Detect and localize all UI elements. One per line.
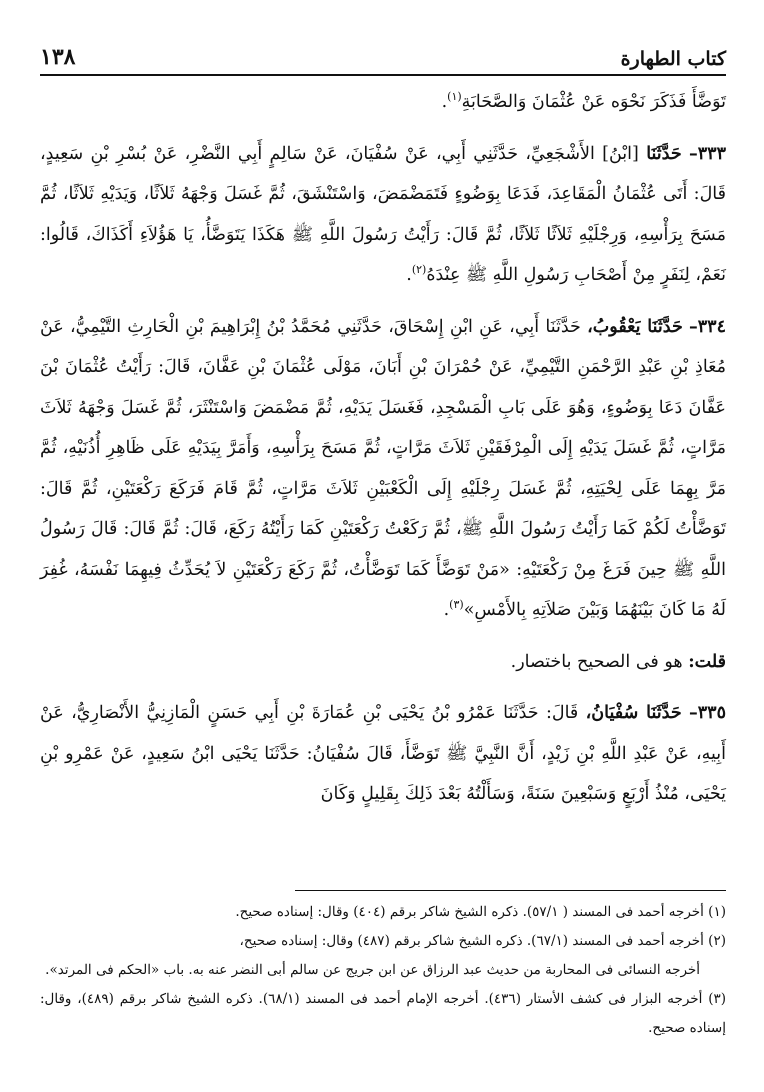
hadith-text: قَالَ: حَدَّثَنَا عَمْرُو بْنُ يَحْيَى بْنِ عُمَارَةَ بْنِ أَبِي حَسَنٍ الْمَازِنِيُّ الأَنْصَارِيُّ، عَنْ أَبِيهِ، عَنْ عَبْدِ اللَّهِ بْنِ زَيْدٍ، أَنَّ النَّبِيَّ ﷺ تَوَضَّأَ، قَالَ سُفْيَانُ: حَدَّثَنَا يَحْيَى ابْنُ سَعِيدٍ، عَنْ عَمْرِو بْنِ يَحْيَى، مُنْذُ أَرْبَعٍ وَسَبْعِينَ سَنَةً، وَسَأَلْتُهُ بَعْدَ ذَلِكَ بِقَلِيلٍ وَكَانَ [40, 703, 726, 804]
hadith-number: ٣٣٣– [689, 143, 726, 164]
hadith-text: [ابْنُ] الأَشْجَعِيِّ، حَدَّثَنِي أَبِي، عَنْ سُفْيَانَ، عَنْ سَالِمٍ أَبِي النَّضْرِ، عَنْ بُسْرِ بْنِ سَعِيدٍ، قَالَ: أَتَى عُثْمَانُ الْمَقَاعِدَ، فَدَعَا بِوَضُوءٍ فَتَمَضْمَضَ، وَاسْتَنْشَقَ، ثُمَّ غَسَلَ وَجْهَهُ ثَلاَثًا، وَيَدَيْهِ ثَلاَثًا، ثُمَّ مَسَحَ بِرَأْسِهِ، وَرِجْلَيْهِ ثَلاَثًا ثَلاَثًا، ثُمَّ قَالَ: رَأَيْتُ رَسُولَ اللَّهِ ﷺ هَكَذَا يَتَوَضَّأُ، يَا هَؤُلاَءِ أَكَذَاكَ، قَالُوا: نَعَمْ، لِنَفَرٍ مِنْ أَصْحَابِ رَسُولِ اللَّهِ ﷺ عِنْدَهُ [40, 143, 726, 285]
footnote-ref: (٢) [411, 263, 427, 277]
intro-paragraph: تَوَضَّأَ فَذَكَرَ نَحْوَه عَنْ عُثْمَانَ وَالصَّحَابَةِ$^{(١)}$. [441, 90, 726, 112]
footnote-ref: (١) [447, 90, 462, 104]
footnote-3: (٣) أخرجه البزار فى كشف الأستار (٤٣٦). أخرجه الإمام أحمد فى المسند (٦٨/١). ذكره الشيخ شاكر برقم (٤٨٩)، وقال: إسناده صحيح. [40, 991, 727, 1036]
hadith-335 [40, 693, 726, 815]
isnad-lead: حَدَّثَنَا يَعْقُوبُ، [587, 316, 683, 337]
page-number: ١٣٨ [40, 44, 76, 70]
hadith-number: ٣٣٥– [689, 703, 726, 723]
hadith-text: حَدَّثَنَا أَبِي، عَنِ ابْنِ إِسْحَاقَ، حَدَّثَنِي مُحَمَّدُ بْنُ إِبْرَاهِيمَ بْنِ الْحَارِثِ التَّيْمِيُّ، عَنْ مُعَاذِ بْنِ عَبْدِ الرَّحْمَنِ التَّيْمِيِّ، عَنْ حُمْرَانَ بْنِ أَبَانَ، مَوْلَى عُثْمَانَ بْنِ عَفَّانَ، قَالَ: رَأَيْتُ عُثْمَانَ بْنَ عَفَّانَ دَعَا بِوَضُوءٍ، وَهُوَ عَلَى بَابِ الْمَسْجِدِ، فَغَسَلَ يَدَيْهِ، ثُمَّ مَضْمَضَ وَاسْتَنْثَرَ، ثُمَّ غَسَلَ وَجْهَهُ ثَلاَثَ مَرَّاتٍ، ثُمَّ غَسَلَ يَدَيْهِ إِلَى الْمِرْفَقَيْنِ ثَلاَثَ مَرَّاتٍ، ثُمَّ مَسَحَ بِرَأْسِهِ، وَأَمَرَّ بِيَدَيْهِ عَلَى ظَاهِرِ أُذُنَيْهِ، ثُمَّ مَرَّ بِهِمَا عَلَى لِحْيَتِهِ، ثُمَّ غَسَلَ رِجْلَيْهِ إِلَى الْكَعْبَيْنِ ثَلاَثَ مَرَّاتٍ، ثُمَّ قَامَ فَرَكَعَ رَكْعَتَيْنِ، ثُمَّ قَالَ: تَوَضَّأْتُ لَكُمْ كَمَا رَأَيْتُ رَسُولَ اللَّهِ ﷺ، ثُمَّ رَكَعْتُ رَكْعَتَيْنِ كَمَا رَأَيْتُهُ رَكَعَ، قَالَ: ثُمَّ قَالَ: قَالَ رَسُولُ اللَّهِ ﷺ حِينَ فَرَغَ مِنْ رَكْعَتَيْهِ: «مَنْ تَوَضَّأَ كَمَا تَوَضَّأْتُ، ثُمَّ رَكَعَ رَكْعَتَيْنِ لاَ يُحَدِّثُ فِيهِمَا نَفْسَهُ، غُفِرَ لَهُ مَا كَانَ بَيْنَهُمَا وَبَيْنَ صَلاَتِهِ بِالأَمْسِ» [40, 316, 726, 620]
running-title: كتاب الطهارة [620, 48, 726, 70]
footnotes [40, 898, 726, 1043]
hadith-number: ٣٣٤– [689, 316, 726, 337]
qult-text: هو فى الصحيح باختصار. [510, 651, 683, 672]
intro-text: تَوَضَّأَ فَذَكَرَ نَحْوَه عَنْ عُثْمَانَ وَالصَّحَابَةِ [461, 92, 726, 112]
footnote-2-continued: أخرجه النسائى فى المحاربة من حديث عبد الرزاق عن ابن جريج عن سالم أبى النضر عنه به. باب «الحكم فى المرتد». [45, 962, 700, 978]
main-text [40, 82, 726, 826]
hadith-334: ٣٣٤– حَدَّثَنَا يَعْقُوبُ، حَدَّثَنَا أَبِي، عَنِ ابْنِ إِسْحَاقَ، حَدَّثَنِي مُحَمَّدُ بْنُ إِبْرَاهِيمَ بْنِ الْحَارِثِ التَّيْمِيُّ، عَنْ مُعَاذِ بْنِ عَبْدِ الرَّحْمَنِ التَّيْمِيِّ، عَنْ حُمْرَانَ بْنِ أَبَانَ، مَوْلَى عُثْمَانَ بْنِ عَفَّانَ، قَالَ: رَأَيْتُ عُثْمَانَ بْنَ عَفَّانَ دَعَا بِوَضُوءٍ، وَهُوَ عَلَى بَابِ الْمَسْجِدِ، فَغَسَلَ يَدَيْهِ، ثُمَّ مَضْمَضَ وَاسْتَنْثَرَ، ثُمَّ غَسَلَ وَجْهَهُ ثَلاَثَ مَرَّاتٍ، ثُمَّ غَسَلَ يَدَيْهِ إِلَى الْمِرْفَقَيْنِ ثَلاَثَ مَرَّاتٍ، ثُمَّ مَسَحَ بِرَأْسِهِ، وَأَمَرَّ بِيَدَيْهِ عَلَى ظَاهِرِ أُذُنَيْهِ، ثُمَّ مَرَّ بِهِمَا عَلَى لِحْيَتِهِ، ثُمَّ غَسَلَ رِجْلَيْهِ إِلَى الْكَعْبَيْنِ ثَلاَثَ مَرَّاتٍ، ثُمَّ قَامَ فَرَكَعَ رَكْعَتَيْنِ، ثُمَّ قَالَ: تَوَضَّأْتُ لَكُمْ كَمَا رَأَيْتُ رَسُولَ اللَّهِ ﷺ، ثُمَّ رَكَعْتُ رَكْعَتَيْنِ كَمَا رَأَيْتُهُ رَكَعَ، قَالَ: ثُمَّ قَالَ: قَالَ رَسُولُ اللَّهِ ﷺ حِينَ فَرَغَ مِنْ رَكْعَتَيْهِ: «مَنْ تَوَضَّأَ كَمَا تَوَضَّأْتُ، ثُمَّ رَكَعَ رَكْعَتَيْنِ لاَ يُحَدِّثُ فِيهِمَا نَفْسَهُ، غُفِرَ لَهُ مَا كَانَ بَيْنَهُمَا وَبَيْنَ صَلاَتِهِ بِالأَمْسِ»$^{(٣)}$. [40, 316, 726, 620]
isnad-lead: حَدَّثَنَا [646, 143, 682, 164]
book-page [40, 0, 726, 1092]
footnote-divider [295, 890, 726, 891]
hadith-333: ٣٣٣– حَدَّثَنَا [ابْنُ] الأَشْجَعِيِّ، حَدَّثَنِي أَبِي، عَنْ سُفْيَانَ، عَنْ سَالِمٍ أَبِي النَّضْرِ، عَنْ بُسْرِ بْنِ سَعِيدٍ، قَالَ: أَتَى عُثْمَانُ الْمَقَاعِدَ، فَدَعَا بِوَضُوءٍ فَتَمَضْمَضَ، وَاسْتَنْشَقَ، ثُمَّ غَسَلَ وَجْهَهُ ثَلاَثًا، وَيَدَيْهِ ثَلاَثًا، ثُمَّ مَسَحَ بِرَأْسِهِ، وَرِجْلَيْهِ ثَلاَثًا ثَلاَثًا، ثُمَّ قَالَ: رَأَيْتُ رَسُولَ اللَّهِ ﷺ هَكَذَا يَتَوَضَّأُ، يَا هَؤُلاَءِ أَكَذَاكَ، قَالُوا: نَعَمْ، لِنَفَرٍ مِنْ أَصْحَابِ رَسُولِ اللَّهِ ﷺ عِنْدَهُ$^{(٢)}$. [40, 143, 726, 285]
footnote-1: (١) أخرجه أحمد فى المسند ( ٥٧/١). ذكره الشيخ شاكر برقم (٤٠٤) وقال: إسناده صحيح. [235, 904, 726, 920]
footnote-2: (٢) أخرجه أحمد فى المسند (٦٧/١). ذكره الشيخ شاكر برقم (٤٨٧) وقال: إسناده صحيح، [239, 933, 726, 949]
page-header [40, 38, 726, 76]
isnad-lead: حَدَّثَنَا سُفْيَانُ، [585, 703, 682, 723]
footnote-ref: (٣) [449, 598, 464, 612]
qult-label: قلت: [688, 651, 726, 672]
editor-comment [40, 642, 726, 683]
